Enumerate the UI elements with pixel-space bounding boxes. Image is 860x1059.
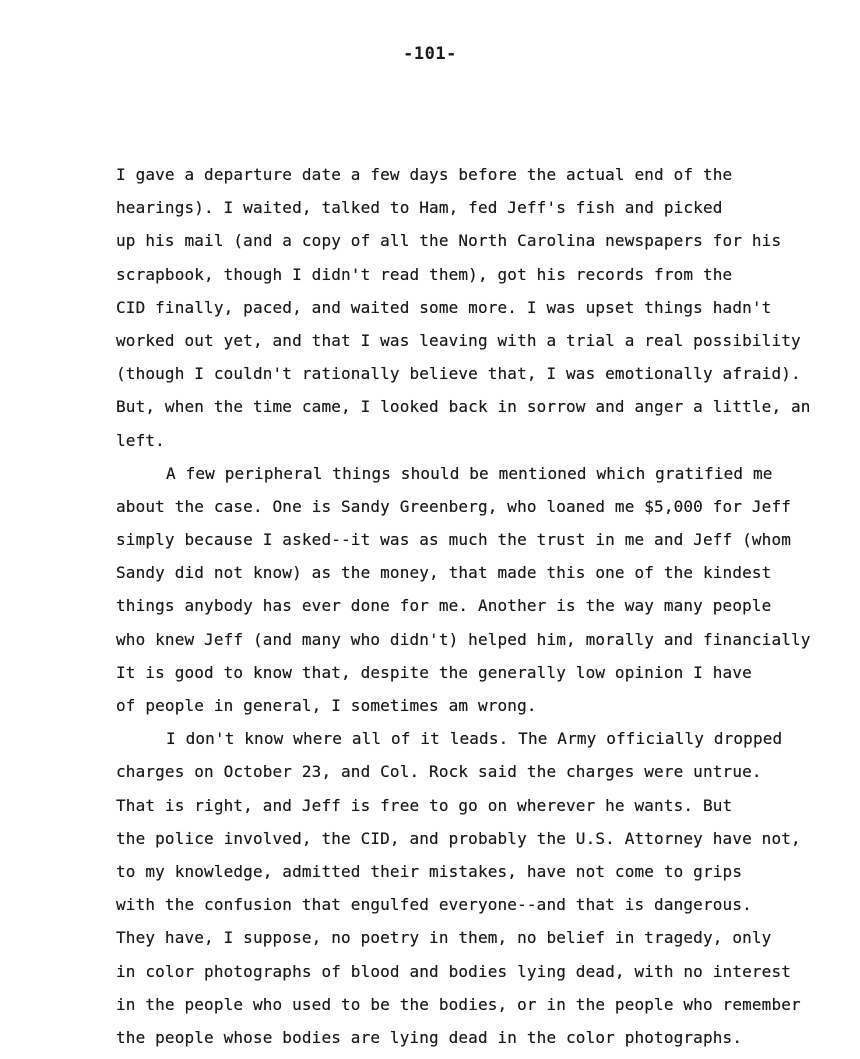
- text-line: It is good to know that, despite the generally low opinion I have: [116, 662, 752, 682]
- text-line: simply because I asked--it was as much the trust in me and Jeff (whom: [116, 530, 792, 550]
- text-line: the people whose bodies are lying dead in the color photographs.: [116, 1027, 743, 1047]
- text-line: charges on October 23, and Col. Rock said the charges were untrue.: [116, 762, 762, 782]
- text-line: the police involved, the CID, and probably the U.S. Attorney have not,: [116, 828, 801, 848]
- text-line: up his mail (and a copy of all the North Carolina newspapers for his: [116, 231, 782, 251]
- body-text: [116, 158, 856, 1054]
- text-line: in color photographs of blood and bodies lying dead, with no interest: [116, 961, 792, 981]
- text-line: Sandy did not know) as the money, that made this one of the kindest: [116, 563, 772, 583]
- text-line: worked out yet, and that I was leaving with a trial a real possibility: [116, 330, 801, 350]
- text-line: (though I couldn't rationally believe that, I was emotionally afraid).: [116, 364, 801, 384]
- text-line: who knew Jeff (and many who didn't) helped him, morally and financially: [116, 629, 811, 649]
- text-line: to my knowledge, admitted their mistakes, have not come to grips: [116, 861, 743, 881]
- paragraph-first-line: A few peripheral things should be mentioned which gratified me: [166, 463, 773, 483]
- text-line: CID finally, paced, and waited some more. I was upset things hadn't: [116, 297, 772, 317]
- text-line: left.: [116, 430, 165, 450]
- text-line: scrapbook, though I didn't read them), got his records from the: [116, 264, 733, 284]
- text-line: of people in general, I sometimes am wrong.: [116, 696, 537, 715]
- text-line: hearings). I waited, talked to Ham, fed Jeff's fish and picked: [116, 198, 723, 218]
- text-line: I gave a departure date a few days before the actual end of the: [116, 165, 733, 184]
- text-line: That is right, and Jeff is free to go on wherever he wants. But: [116, 795, 733, 815]
- text-line: about the case. One is Sandy Greenberg, who loaned me $5,000 for Jeff: [116, 496, 792, 516]
- text-line: things anybody has ever done for me. Another is the way many people: [116, 596, 772, 616]
- page-number: -101-: [403, 44, 457, 64]
- text-line: with the confusion that engulfed everyone--and that is dangerous.: [116, 895, 752, 915]
- text-line: They have, I suppose, no poetry in them, no belief in tragedy, only: [116, 928, 772, 948]
- text-line: But, when the time came, I looked back in sorrow and anger a little, an: [116, 397, 811, 417]
- text-line: in the people who used to be the bodies, or in the people who remember: [116, 994, 801, 1014]
- paragraph-first-line: I don't know where all of it leads. The Army officially dropped: [166, 729, 783, 749]
